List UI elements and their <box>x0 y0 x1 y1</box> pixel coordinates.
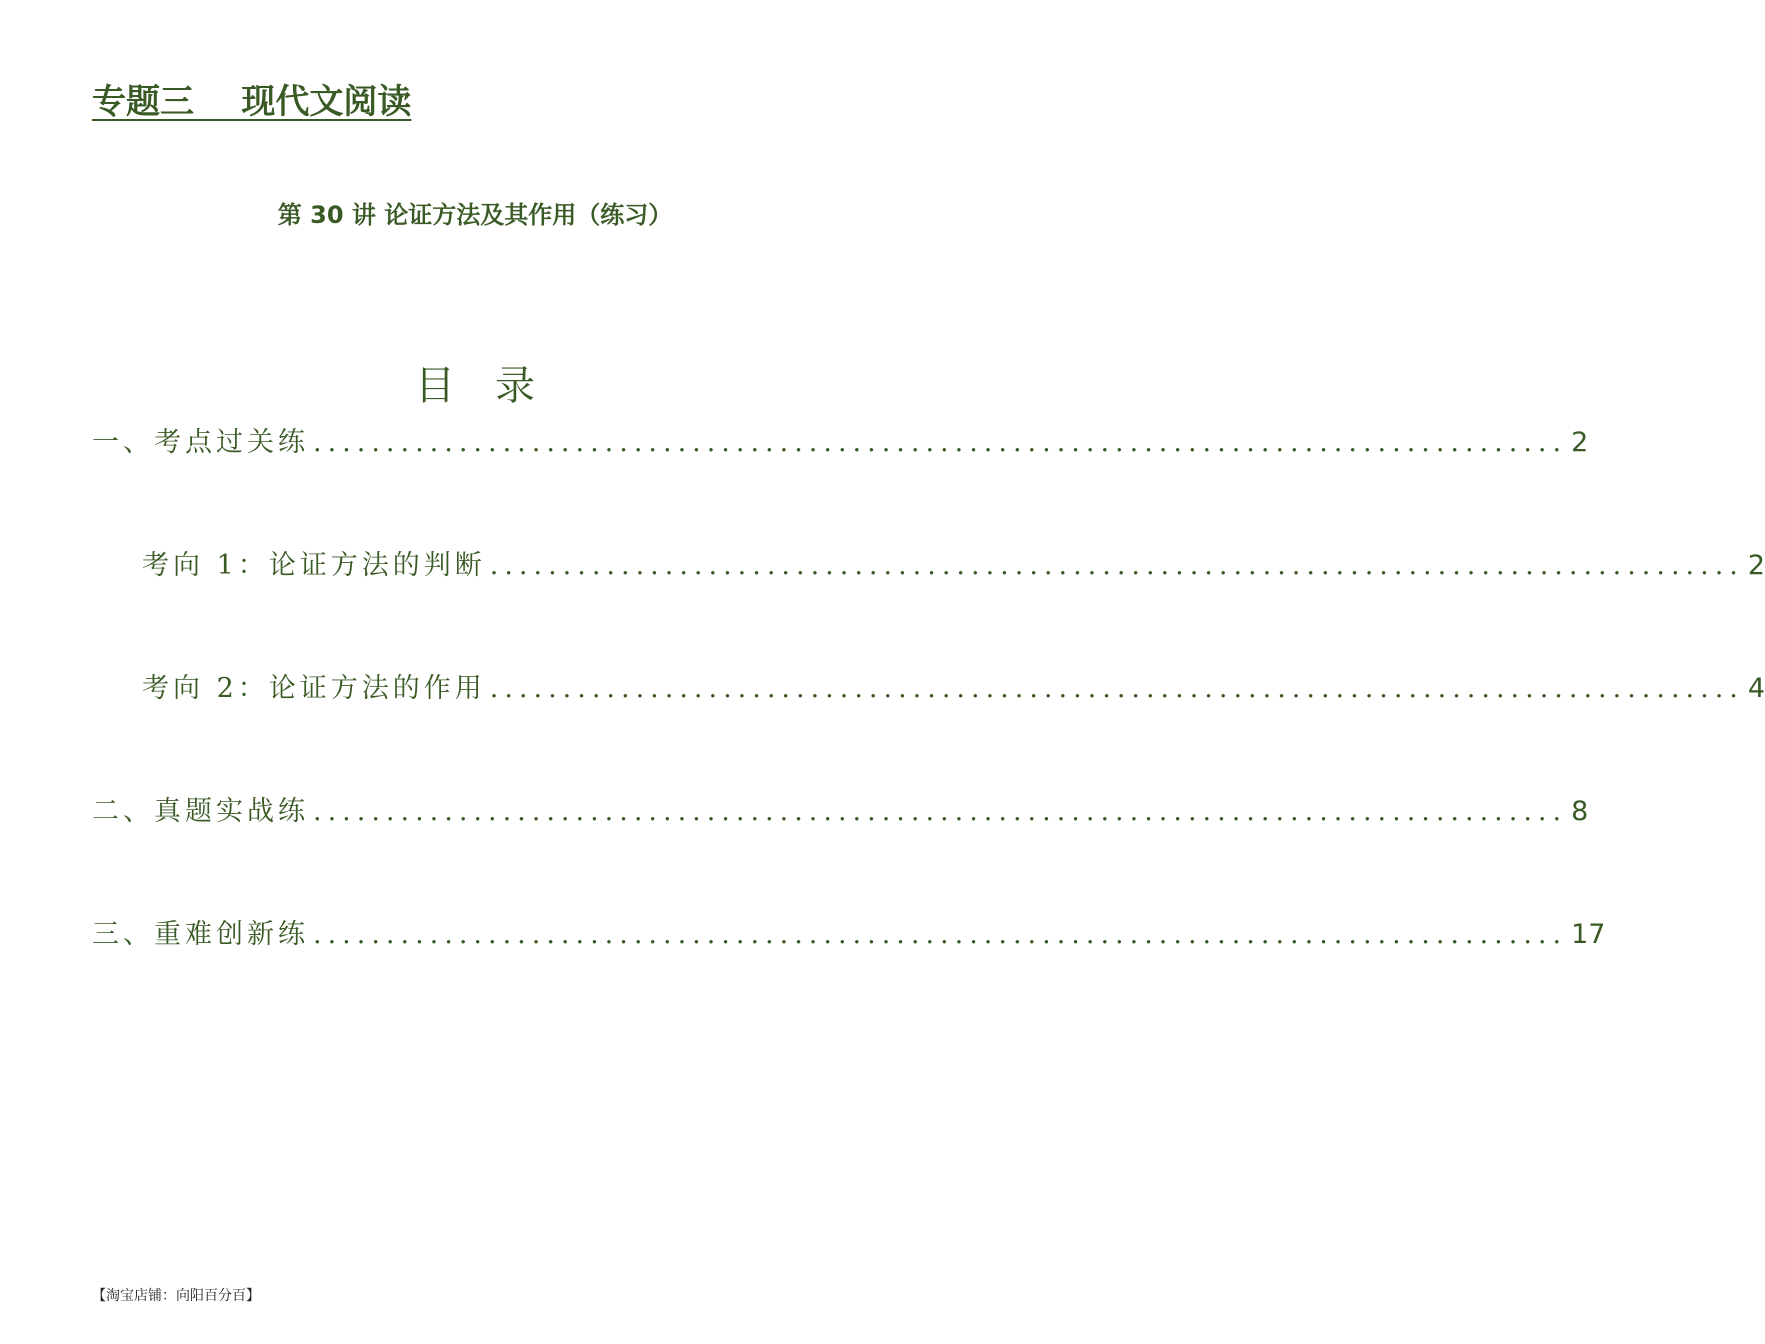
toc-entry-direction-2[interactable] <box>142 669 1765 709</box>
toc-page-number: 2 <box>1747 550 1765 581</box>
toc-entry-label: 一、考点过关练 <box>92 427 309 458</box>
topic-title: 专题三 现代文阅读 <box>92 82 412 122</box>
toc-entry-direction-1[interactable] <box>142 546 1765 586</box>
toc-entry-label: 考向 2：论证方法的作用 <box>142 673 486 704</box>
toc-page-number: 4 <box>1747 673 1765 704</box>
toc-dot-leader: ...................................................................................... <box>489 550 1744 581</box>
toc-page-number: 17 <box>1571 919 1606 950</box>
toc-dot-leader: ...................................................................................... <box>313 796 1568 827</box>
toc-dot-leader: ...................................................................................... <box>313 427 1568 458</box>
toc-dot-leader: ...................................................................................... <box>313 919 1568 950</box>
lecture-title: 第 30 讲 论证方法及其作用（练习） <box>277 201 673 229</box>
toc-entry-checkpoint-practice[interactable] <box>92 423 1589 463</box>
toc-page-number: 2 <box>1571 427 1589 458</box>
toc-entry-real-exam-practice[interactable] <box>92 792 1589 832</box>
toc-dot-leader: ...................................................................................... <box>489 673 1744 704</box>
toc-entry-label: 二、真题实战练 <box>92 796 309 827</box>
toc-page-number: 8 <box>1571 796 1589 827</box>
toc-entry-innovation-practice[interactable] <box>92 915 1606 955</box>
toc-entry-label: 考向 1：论证方法的判断 <box>142 550 486 581</box>
toc-heading: 目录 <box>415 363 575 409</box>
footer-shop-note: 【淘宝店铺：向阳百分百】 <box>92 1288 260 1304</box>
toc-entry-label: 三、重难创新练 <box>92 919 309 950</box>
